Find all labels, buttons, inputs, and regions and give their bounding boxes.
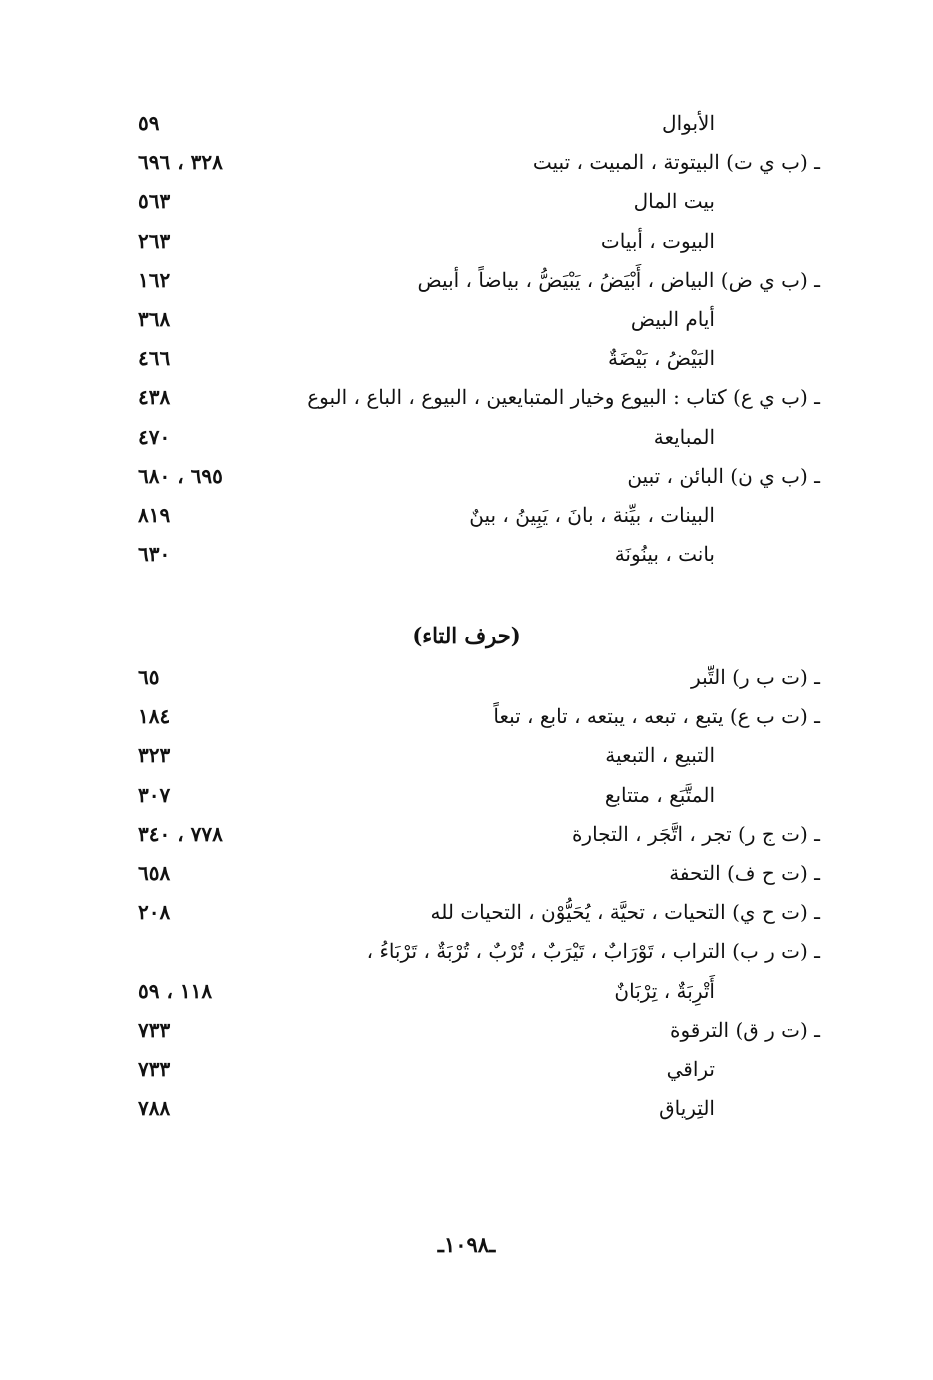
index-entry — [120, 182, 820, 220]
index-term: التِرياق — [659, 1096, 715, 1121]
index-entry — [120, 697, 820, 735]
index-term: بيت المال — [633, 189, 715, 214]
page-references: ١٦٢ — [138, 267, 171, 292]
index-term: أيام البيض — [630, 307, 715, 331]
index-term: ـ (ت ر ب) التراب ، تَوْرَابٌ ، تَيْرَبٌ ، تُرْبٌ ، تُرْبَةٌ ، تَرْبَاءُ ، — [366, 939, 820, 964]
index-entry — [120, 222, 820, 260]
index-term: ـ (ت ر ق) الترقوة — [670, 1017, 820, 1042]
index-entry — [120, 1050, 820, 1088]
page-references: ٧٧٨ ، ٣٤٠ — [138, 821, 223, 846]
index-term: الأبوال — [662, 111, 715, 135]
page-references: ٦٥ — [138, 665, 160, 689]
index-entry — [120, 496, 820, 534]
page-references: ٢٠٨ — [138, 900, 171, 925]
index-term: ـ (ت ب ر) التِّبر — [691, 665, 820, 689]
index-term: أَتْرِبَةٌ ، تِرْبَانٌ — [614, 978, 715, 1003]
page-references: ٦٣٠ — [138, 542, 171, 567]
index-term: بانت ، بينُونَة — [614, 542, 715, 567]
section-heading-ta: (حرف التاء) — [412, 623, 521, 648]
index-entry — [120, 736, 820, 774]
page-references: ٣٠٧ — [138, 782, 171, 807]
page-references: ١١٨ ، ٥٩ — [138, 978, 213, 1003]
index-term: ـ (ب ي ض) البياض ، أَبْيَضُ ، يَبْيَضُّ ، بياضاً ، أبيض — [417, 267, 820, 292]
index-entry — [120, 378, 820, 416]
page-references: ٣٢٨ ، ٦٩٦ — [138, 150, 223, 175]
index-term: ـ (ب ي ت) البيتوتة ، المبيت ، تبيت — [532, 150, 820, 175]
index-term: ـ (ت ب ع) يتبع ، تبعه ، يبتعه ، تابع ، تبعاً — [493, 704, 820, 729]
page-references: ٣٢٣ — [138, 743, 171, 768]
index-entry — [120, 1011, 820, 1049]
index-entry — [120, 1089, 820, 1127]
index-term: البيوت ، أبيات — [600, 228, 715, 253]
index-entry — [120, 893, 820, 931]
index-term: تراقي — [666, 1057, 715, 1081]
index-entry — [120, 457, 820, 495]
index-entry — [120, 815, 820, 853]
index-entry — [120, 300, 820, 338]
page-references: ٢٦٣ — [138, 228, 171, 253]
index-entry — [120, 104, 820, 142]
index-entry — [120, 143, 820, 181]
index-term: ـ (ب ي ن) البائن ، تبين — [627, 463, 820, 488]
index-term: ـ (ت ج ر) تجر ، اتَّجَر ، التجارة — [571, 821, 820, 846]
index-entry — [120, 932, 820, 970]
page-references: ١٨٤ — [138, 704, 171, 729]
index-entry — [120, 658, 820, 696]
page-references: ٧٣٣ — [138, 1017, 171, 1042]
index-entry — [120, 339, 820, 377]
page-references: ٧٣٣ — [138, 1057, 171, 1081]
page-references: ٤٦٦ — [138, 346, 171, 371]
index-entry — [120, 776, 820, 814]
index-term: ـ (ت ح ف) التحفة — [669, 861, 820, 885]
page-references: ٥٩ — [138, 111, 160, 135]
index-term: ـ (ت ح ي) التحيات ، تحيَّة ، يُحَيُّوْن ، التحيات لله — [430, 900, 820, 925]
index-entry — [120, 854, 820, 892]
page-references: ٤٧٠ — [138, 424, 171, 449]
page-references: ٤٣٨ — [138, 385, 171, 410]
index-term: البينات ، بيِّنة ، بانَ ، يَبِينُ ، بينٌ — [469, 503, 715, 527]
index-entry — [120, 418, 820, 456]
index-entry — [120, 261, 820, 299]
page-references: ٥٦٣ — [138, 189, 171, 214]
index-term: المبايعة — [653, 424, 715, 449]
index-term: المتَّبَع ، متتابع — [604, 782, 715, 807]
index-term: البَيْضُ ، بَيْضَةٌ — [607, 346, 715, 371]
page-references: ٣٦٨ — [138, 307, 171, 331]
page-references: ٦٩٥ ، ٦٨٠ — [138, 463, 223, 488]
page-number: ـ١٠٩٨ـ — [437, 1232, 496, 1257]
index-term: ـ (ب ي ع) كتاب : البيوع وخيار المتبايعين ، البيوع ، الباع ، البوع — [307, 385, 820, 410]
page-references: ٨١٩ — [138, 503, 171, 527]
index-entry — [120, 535, 820, 573]
index-entry — [120, 972, 820, 1010]
page-references: ٧٨٨ — [138, 1096, 171, 1121]
page-references: ٦٥٨ — [138, 861, 171, 885]
index-term: التبيع ، التبعية — [605, 743, 715, 768]
